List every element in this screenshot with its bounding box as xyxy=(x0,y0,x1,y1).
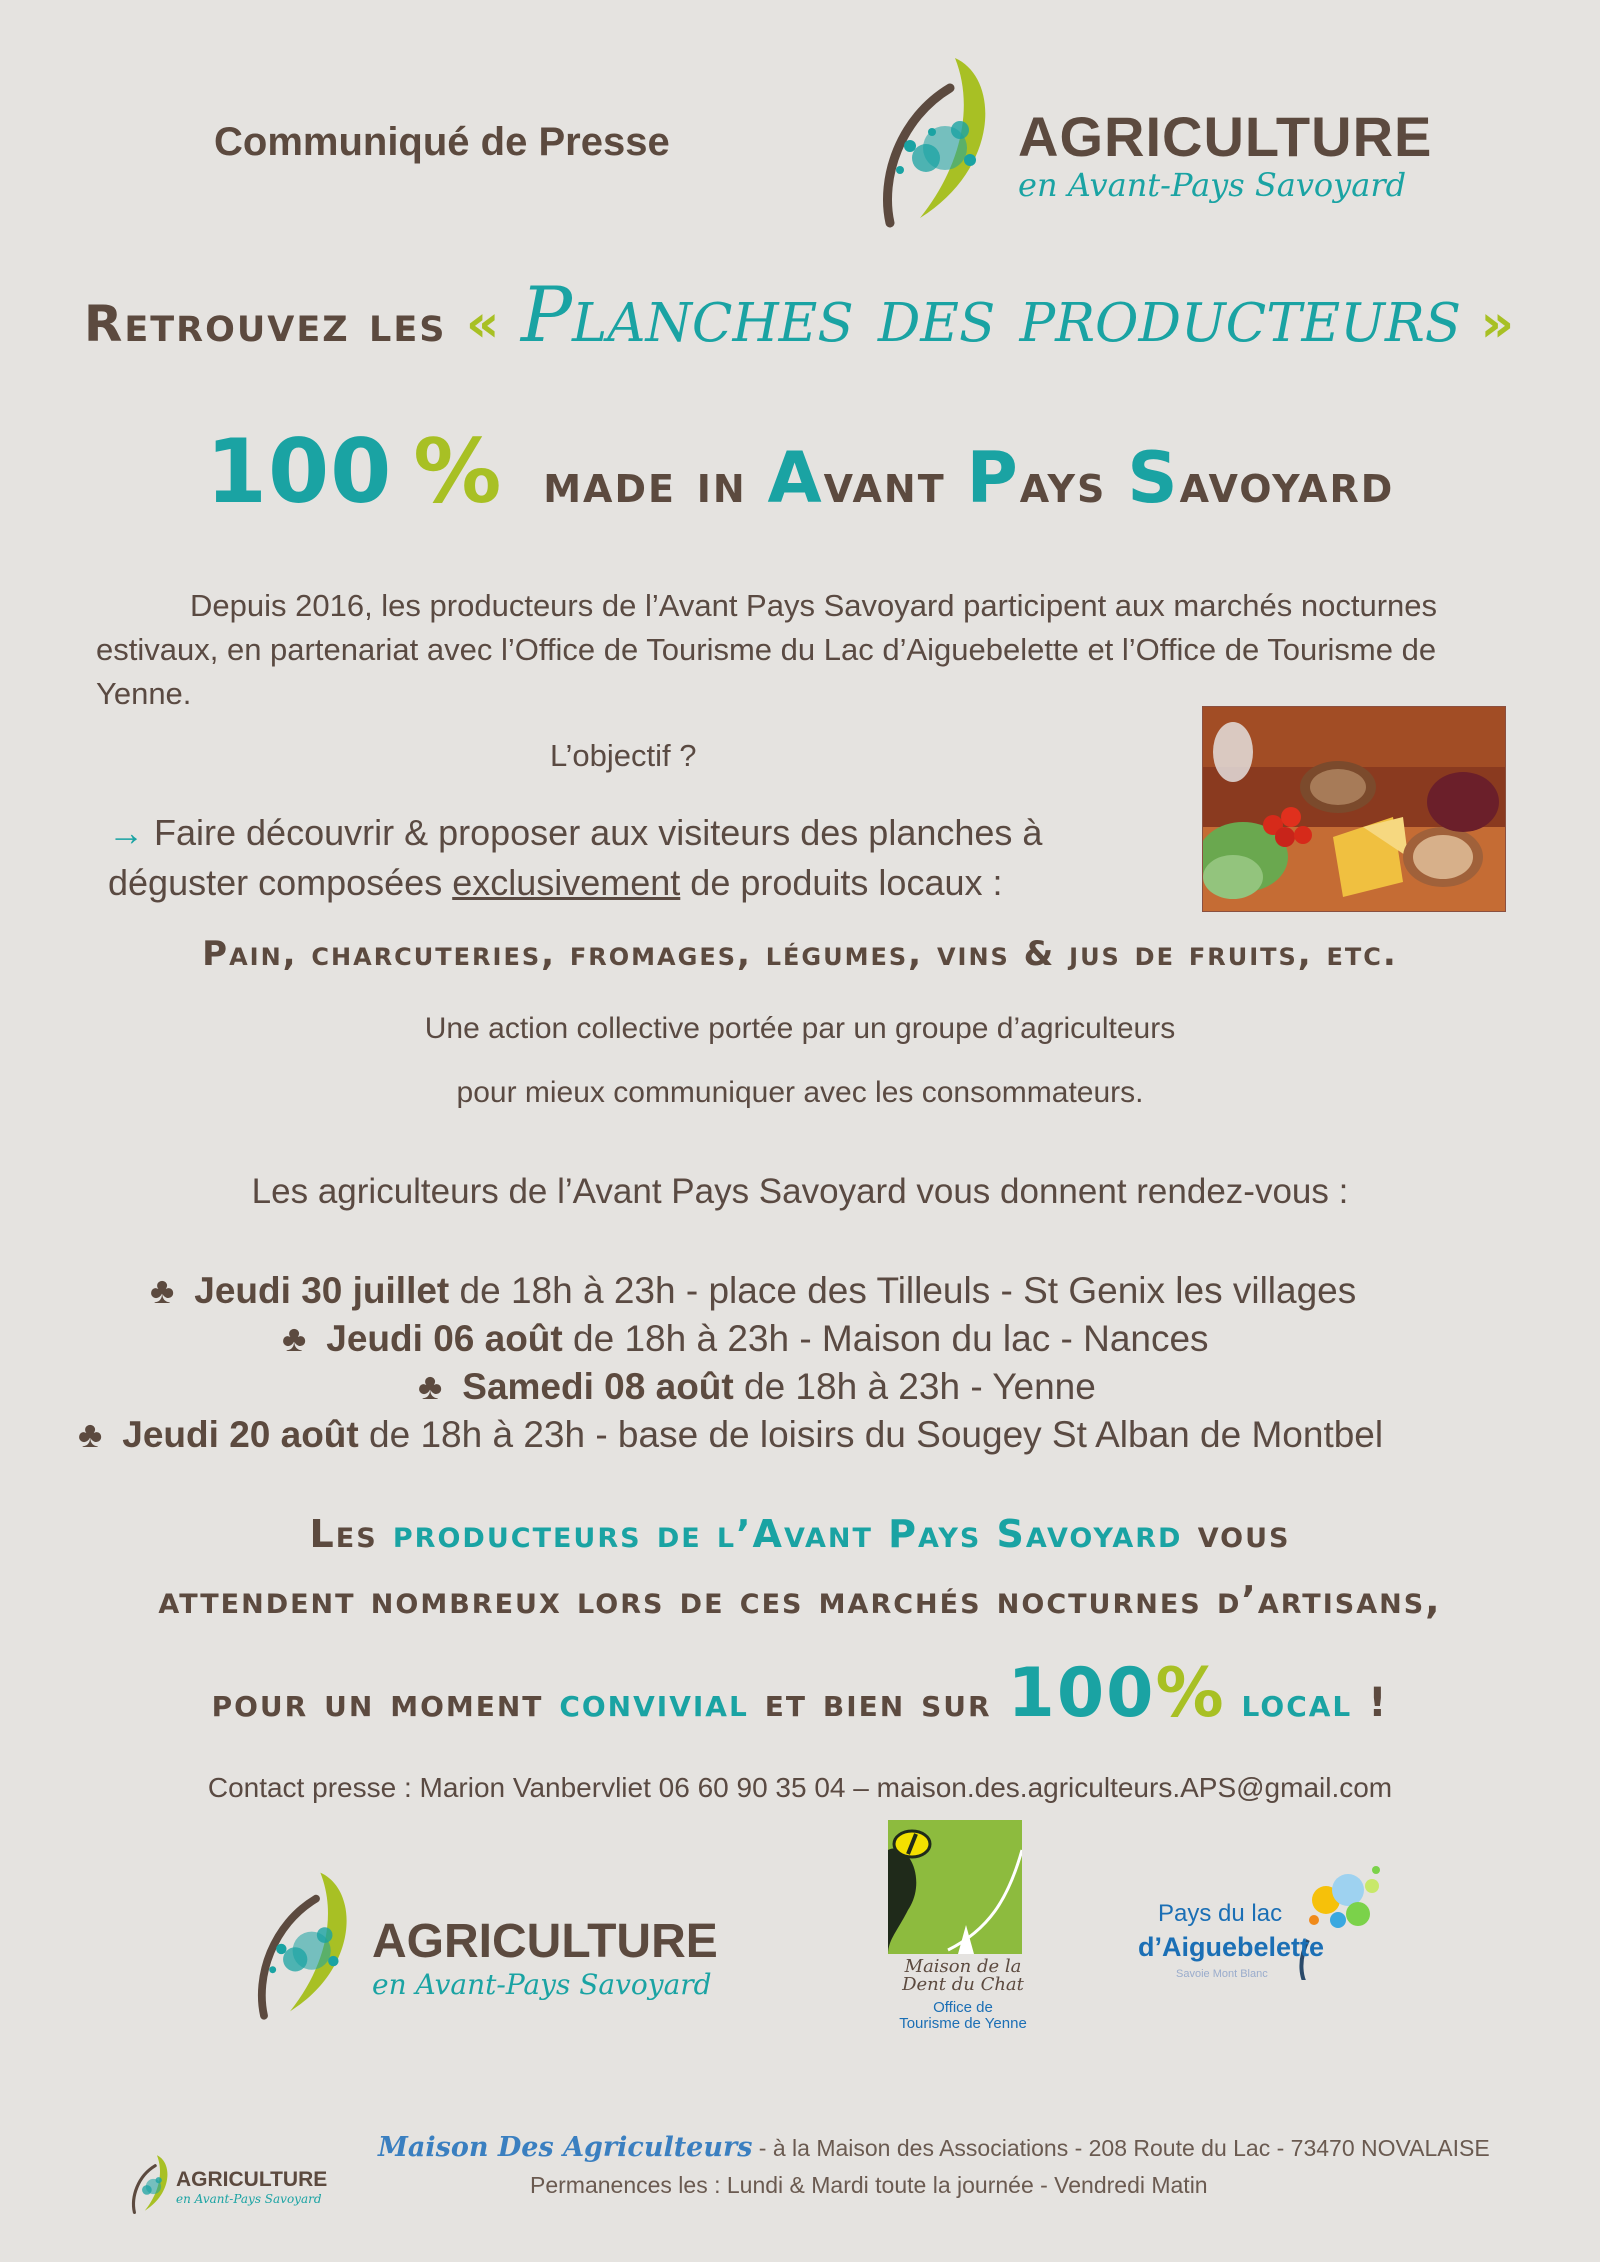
title-open-quote: « xyxy=(465,294,502,354)
date-item xyxy=(78,1414,1383,1456)
club-icon: ♣ xyxy=(282,1318,307,1359)
main-title xyxy=(0,270,1600,359)
date-detail: de 18h à 23h - base de loisirs du Sougey St Alban de Montbel xyxy=(358,1414,1384,1455)
press-contact: Contact presse : Marion Vanbervliet 06 60 90 35 04 – maison.des.agriculteurs.APS@gmail.com xyxy=(207,1772,1393,1803)
date-day: Samedi 08 août xyxy=(462,1366,734,1407)
logo-sub-text: en Avant-Pays Savoyard xyxy=(1018,166,1407,204)
agriculture-logo-footer xyxy=(124,2150,344,2220)
hundred-number: 100 xyxy=(205,420,393,523)
word-ays: ays xyxy=(1019,452,1128,515)
agriculture-logo-partner xyxy=(238,1862,738,2022)
chat-line-3: Office de xyxy=(933,1999,993,2016)
outro-les: Les xyxy=(309,1512,393,1556)
food-board-photo xyxy=(1202,706,1506,912)
rendezvous-line: Les agriculteurs de l’Avant Pays Savoyard vous donnent rendez-vous : xyxy=(251,1172,1349,1211)
aiguebelette-line-3: Savoie Mont Blanc xyxy=(1176,1968,1268,1980)
logo-sub-text: en Avant-Pays Savoyard xyxy=(176,2192,322,2206)
logo-main-text: AGRICULTURE xyxy=(176,2168,328,2191)
word-avoyard: avoyard xyxy=(1179,452,1395,515)
outro-line-1 xyxy=(0,1512,1600,1556)
objectif-label: L’objectif ? xyxy=(550,738,697,773)
outro-bien-sur: et bien sur xyxy=(748,1680,1008,1726)
date-item xyxy=(150,1270,1356,1312)
logo-sub-text: en Avant-Pays Savoyard xyxy=(372,1968,712,2001)
hundred-percent: % xyxy=(413,420,503,523)
date-item xyxy=(418,1366,1096,1408)
outro-hundred: 100 xyxy=(1007,1654,1156,1733)
chat-line-2: Dent du Chat xyxy=(902,1974,1024,1995)
aiguebelette-line-1: Pays du lac xyxy=(1158,1900,1283,1927)
logo-main-text: AGRICULTURE xyxy=(1018,105,1433,168)
maison-des-agriculteurs: Maison Des Agriculteurs xyxy=(378,2132,753,2163)
club-icon: ♣ xyxy=(150,1270,175,1311)
chat-line-4: Tourisme de Yenne xyxy=(899,2015,1027,2032)
footer-address-text: - à la Maison des Associations - 208 Route du Lac - 73470 NOVALAISE xyxy=(752,2135,1490,2161)
outro-pour: pour un moment xyxy=(211,1680,560,1726)
letter-a: A xyxy=(767,437,824,519)
outro-vous: vous xyxy=(1182,1512,1291,1556)
date-day: Jeudi 20 août xyxy=(122,1414,359,1455)
outro-local: local xyxy=(1225,1680,1353,1726)
date-day: Jeudi 30 juillet xyxy=(194,1270,450,1311)
office-yenne-text xyxy=(888,2000,1038,2032)
dent-du-chat-logo xyxy=(888,1820,1028,2040)
faire-underline: exclusivement xyxy=(452,862,681,903)
chat-line-1: Maison de la xyxy=(904,1956,1022,1977)
agriculture-leaf-icon xyxy=(860,48,1010,228)
outro-exclaim: ! xyxy=(1352,1680,1389,1726)
footer-address xyxy=(378,2132,1490,2163)
dent-du-chat-text xyxy=(888,1958,1038,1994)
letter-s: S xyxy=(1127,437,1180,519)
action-line-1: Une action collective portée par un groupe d’agriculteurs xyxy=(424,1012,1176,1045)
club-icon: ♣ xyxy=(418,1366,443,1407)
agriculture-leaf-icon xyxy=(238,1862,368,2022)
action-line-2: pour mieux communiquer avec les consommateurs. xyxy=(456,1076,1144,1109)
food-board-illustration xyxy=(1203,707,1505,911)
outro-line-3 xyxy=(0,1654,1600,1733)
agriculture-leaf-icon xyxy=(124,2150,176,2216)
outro-percent: % xyxy=(1155,1654,1226,1733)
press-label: Communiqué de Presse xyxy=(214,120,670,164)
aiguebelette-logo xyxy=(1136,1860,1386,1990)
title-script: Planches des producteurs xyxy=(520,270,1462,359)
title-prefix: Retrouvez les xyxy=(83,295,447,353)
made-in-text: made in xyxy=(543,452,768,515)
outro-producteurs: producteurs de l’Avant Pays Savoyard xyxy=(392,1512,1183,1556)
faire-text-1: Faire découvrir & proposer aux visiteurs des planches à déguster composées xyxy=(108,812,1043,903)
date-detail: de 18h à 23h - Yenne xyxy=(733,1366,1096,1407)
date-day: Jeudi 06 août xyxy=(326,1318,563,1359)
club-icon: ♣ xyxy=(78,1414,103,1455)
products-list: Pain, charcuteries, fromages, légumes, vins & jus de fruits, etc. xyxy=(202,934,1398,974)
date-detail: de 18h à 23h - Maison du lac - Nances xyxy=(562,1318,1209,1359)
date-item xyxy=(282,1318,1209,1360)
intro-text: Depuis 2016, les producteurs de l’Avant Pays Savoyard participent aux marchés nocturnes estivaux, en partenariat avec l’Office de Tourisme du Lac d’Aiguebelette et l’Office de Tourisme de Yenne. xyxy=(96,588,1438,711)
outro-convivial: convivial xyxy=(559,1680,749,1726)
word-vant: vant xyxy=(823,452,967,515)
faire-paragraph xyxy=(108,808,1188,908)
aiguebelette-line-2: d’Aiguebelette xyxy=(1138,1932,1325,1962)
intro-paragraph xyxy=(96,584,1476,716)
letter-p: P xyxy=(966,437,1020,519)
outro-line-2: attendent nombreux lors de ces marchés nocturnes d’artisans, xyxy=(158,1578,1442,1622)
faire-text-2: de produits locaux : xyxy=(680,862,1003,903)
agriculture-logo-header xyxy=(860,48,1440,228)
date-detail: de 18h à 23h - place des Tilleuls - St Genix les villages xyxy=(449,1270,1357,1311)
made-in-line xyxy=(0,420,1600,523)
title-close-quote: » xyxy=(1480,294,1517,354)
footer-hours: Permanences les : Lundi & Mardi toute la journée - Vendredi Matin xyxy=(530,2172,1208,2198)
arrow-right-icon: → xyxy=(108,812,144,853)
cat-eye-icon xyxy=(888,1820,1022,1954)
logo-main-text: AGRICULTURE xyxy=(372,1915,718,1968)
